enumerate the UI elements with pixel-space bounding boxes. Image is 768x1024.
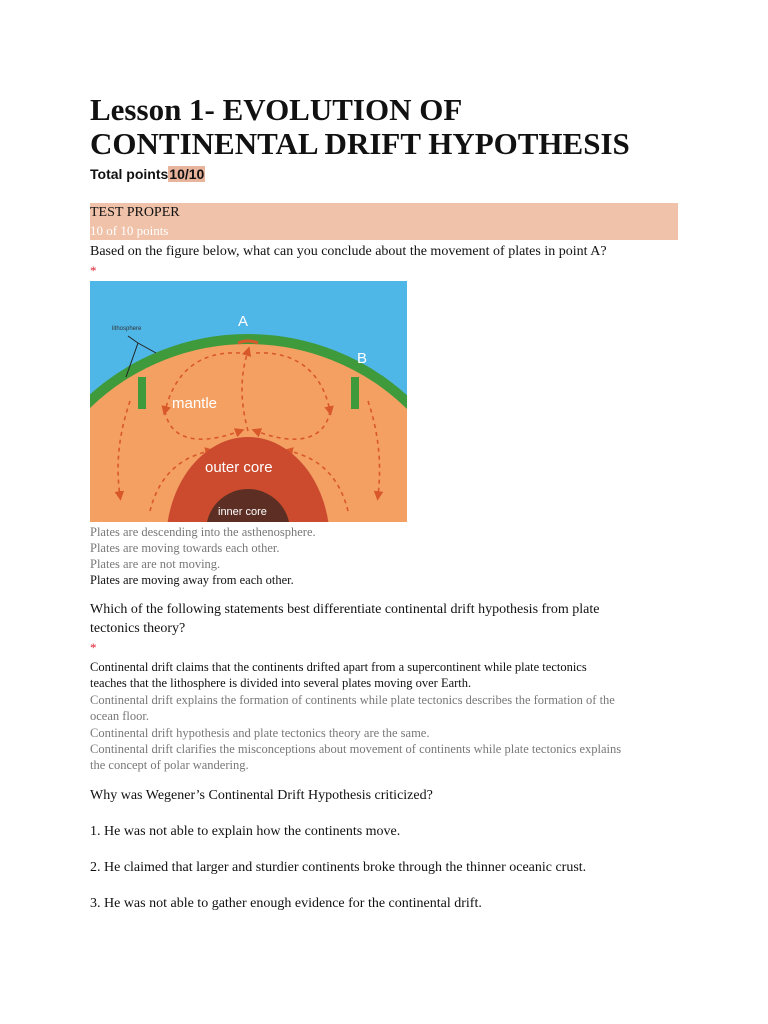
q3-statement-1: 1. He was not able to explain how the continents move. <box>90 824 401 839</box>
total-points-score: 10/10 <box>169 166 205 182</box>
required-marker-1: * <box>90 263 97 278</box>
total-points-label: Total points <box>90 166 169 182</box>
section-points: 10 of 10 points <box>90 223 169 238</box>
q2-option-4-line-1: Continental drift clarifies the misconceptions about movement of continents while plate tectonics explains <box>90 742 622 756</box>
q1-option-2[interactable]: Plates are moving towards each other. <box>90 541 280 555</box>
q1-option-4-selected[interactable]: Plates are moving away from each other. <box>90 573 294 587</box>
question-2-prompt <box>90 600 680 638</box>
q2-option-2[interactable] <box>90 692 682 724</box>
q1-option-1[interactable]: Plates are descending into the asthenosphere. <box>90 525 316 539</box>
question-1-prompt: Based on the figure below, what can you conclude about the movement of plates in point A? <box>90 244 607 259</box>
q2-option-1-line-2: teaches that the lithosphere is divided into several plates moving over Earth. <box>90 676 472 690</box>
required-marker-2: * <box>90 640 97 655</box>
q3-statement-3: 3. He was not able to gather enough evidence for the continental drift. <box>90 896 482 911</box>
q2-option-3-line-1: Continental drift hypothesis and plate tectonics theory are the same. <box>90 726 430 740</box>
earth-layers-figure <box>90 281 407 522</box>
lithosphere-label: lithosphere <box>112 326 142 332</box>
title-line-2: CONTINENTAL DRIFT HYPOTHESIS <box>90 126 630 161</box>
q2-option-1-selected[interactable] <box>90 659 682 691</box>
q2-option-3[interactable] <box>90 725 682 741</box>
point-a-label: A <box>238 313 249 330</box>
q2-option-4[interactable] <box>90 741 682 773</box>
q2-option-1-line-1: Continental drift claims that the continents drifted apart from a supercontinent while plate tectonics <box>90 660 587 674</box>
section-name: TEST PROPER <box>90 205 180 220</box>
q3-statement-2: 2. He claimed that larger and sturdier continents broke through the thinner oceanic crust. <box>90 860 587 875</box>
inner-core-label: inner core <box>218 506 267 518</box>
point-b-label: B <box>357 350 368 367</box>
section-header <box>90 203 678 240</box>
page-title <box>90 93 690 161</box>
question-2-prompt-line-1: Which of the following statements best differentiate continental drift hypothesis from plate <box>90 602 600 617</box>
q1-option-3[interactable]: Plates are are not moving. <box>90 557 221 571</box>
q2-option-2-line-2: ocean floor. <box>90 709 150 723</box>
question-2-prompt-line-2: tectonics theory? <box>90 621 186 636</box>
q2-option-2-line-1: Continental drift explains the formation of continents while plate tectonics describes the formation of the <box>90 693 615 707</box>
question-3-prompt: Why was Wegener’s Continental Drift Hypothesis criticized? <box>90 788 433 803</box>
mantle-label: mantle <box>172 395 218 412</box>
outer-core-label: outer core <box>205 459 273 476</box>
q2-option-4-line-2: the concept of polar wandering. <box>90 758 249 772</box>
title-line-1: Lesson 1- EVOLUTION OF <box>90 92 463 127</box>
total-points <box>90 166 205 182</box>
